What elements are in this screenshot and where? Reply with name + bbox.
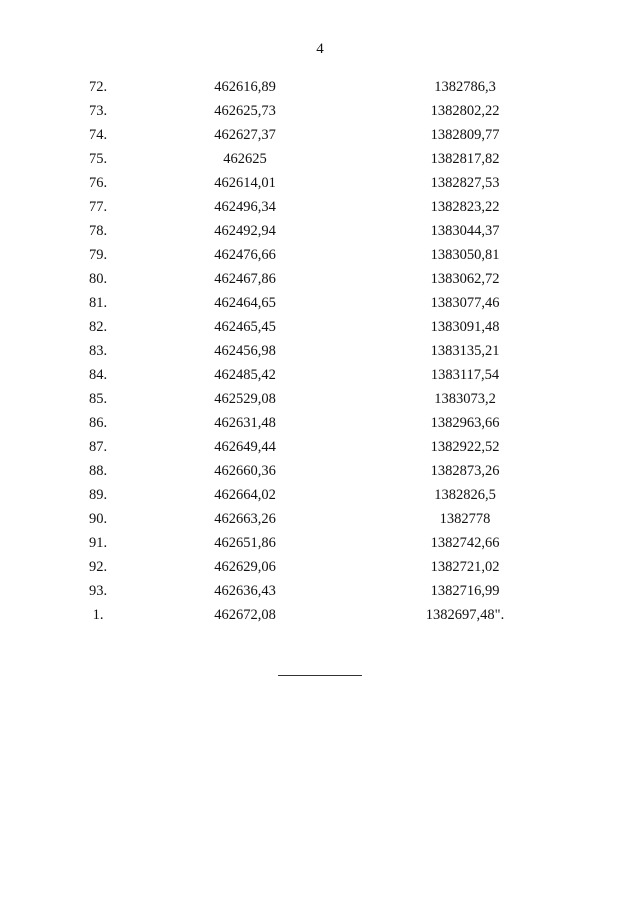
y-coordinate: 1382697,48". (425, 607, 505, 623)
point-number: 82. (88, 319, 108, 335)
x-coordinate: 462496,34 (214, 199, 276, 215)
table-row (0, 531, 640, 555)
x-coordinate: 462672,08 (214, 607, 276, 623)
point-number: 87. (88, 439, 108, 455)
x-coordinate: 462664,02 (214, 487, 276, 503)
x-coordinate: 462465,45 (214, 319, 276, 335)
x-coordinate: 462476,66 (214, 247, 276, 263)
x-coordinate: 462614,01 (214, 175, 276, 191)
x-coordinate: 462625 (223, 151, 267, 167)
y-coordinate: 1382873,26 (430, 463, 500, 479)
x-coordinate: 462631,48 (214, 415, 276, 431)
x-coordinate: 462629,06 (214, 559, 276, 575)
y-coordinate: 1383091,48 (430, 319, 500, 335)
table-row (0, 243, 640, 267)
point-number: 72. (88, 79, 108, 95)
x-coordinate: 462467,86 (214, 271, 276, 287)
table-row (0, 99, 640, 123)
end-divider (278, 675, 362, 676)
x-coordinate: 462660,36 (214, 463, 276, 479)
x-coordinate: 462625,73 (214, 103, 276, 119)
table-row (0, 147, 640, 171)
table-row (0, 555, 640, 579)
table-row (0, 363, 640, 387)
point-number: 1. (92, 607, 104, 623)
x-coordinate: 462663,26 (214, 511, 276, 527)
point-number: 77. (88, 199, 108, 215)
y-coordinate: 1383117,54 (430, 367, 500, 383)
y-coordinate: 1383050,81 (430, 247, 500, 263)
x-coordinate: 462456,98 (214, 343, 276, 359)
y-coordinate: 1383062,72 (430, 271, 500, 287)
point-number: 91. (88, 535, 108, 551)
x-coordinate: 462464,65 (214, 295, 276, 311)
x-coordinate: 462636,43 (214, 583, 276, 599)
point-number: 89. (88, 487, 108, 503)
table-row (0, 267, 640, 291)
table-row (0, 459, 640, 483)
y-coordinate: 1383135,21 (430, 343, 500, 359)
table-row (0, 483, 640, 507)
x-coordinate: 462627,37 (214, 127, 276, 143)
x-coordinate: 462651,86 (214, 535, 276, 551)
x-coordinate: 462529,08 (214, 391, 276, 407)
table-row (0, 315, 640, 339)
table-row (0, 507, 640, 531)
table-row (0, 291, 640, 315)
y-coordinate: 1382778 (439, 511, 491, 527)
y-coordinate: 1382826,5 (434, 487, 496, 503)
point-number: 88. (88, 463, 108, 479)
y-coordinate: 1383077,46 (430, 295, 500, 311)
y-coordinate: 1382786,3 (434, 79, 496, 95)
point-number: 81. (88, 295, 108, 311)
table-row (0, 123, 640, 147)
table-row (0, 387, 640, 411)
table-row (0, 195, 640, 219)
point-number: 78. (88, 223, 108, 239)
y-coordinate: 1382963,66 (430, 415, 500, 431)
page-number: 4 (316, 41, 324, 57)
table-row (0, 579, 640, 603)
point-number: 76. (88, 175, 108, 191)
table-row (0, 603, 640, 627)
point-number: 85. (88, 391, 108, 407)
table-row (0, 171, 640, 195)
point-number: 90. (88, 511, 108, 527)
y-coordinate: 1382809,77 (430, 127, 500, 143)
table-row (0, 219, 640, 243)
y-coordinate: 1382823,22 (430, 199, 500, 215)
x-coordinate: 462616,89 (214, 79, 276, 95)
point-number: 80. (88, 271, 108, 287)
x-coordinate: 462649,44 (214, 439, 276, 455)
y-coordinate: 1382922,52 (430, 439, 500, 455)
coordinates-table (0, 75, 640, 627)
y-coordinate: 1383073,2 (434, 391, 496, 407)
table-row (0, 339, 640, 363)
x-coordinate: 462492,94 (214, 223, 276, 239)
y-coordinate: 1382716,99 (430, 583, 500, 599)
y-coordinate: 1382742,66 (430, 535, 500, 551)
y-coordinate: 1382827,53 (430, 175, 500, 191)
point-number: 75. (88, 151, 108, 167)
point-number: 86. (88, 415, 108, 431)
point-number: 92. (88, 559, 108, 575)
y-coordinate: 1382802,22 (430, 103, 500, 119)
point-number: 84. (88, 367, 108, 383)
point-number: 74. (88, 127, 108, 143)
y-coordinate: 1382817,82 (430, 151, 500, 167)
y-coordinate: 1382721,02 (430, 559, 500, 575)
point-number: 79. (88, 247, 108, 263)
point-number: 73. (88, 103, 108, 119)
table-row (0, 411, 640, 435)
table-row (0, 435, 640, 459)
point-number: 83. (88, 343, 108, 359)
x-coordinate: 462485,42 (214, 367, 276, 383)
point-number: 93. (88, 583, 108, 599)
y-coordinate: 1383044,37 (430, 223, 500, 239)
table-row (0, 75, 640, 99)
